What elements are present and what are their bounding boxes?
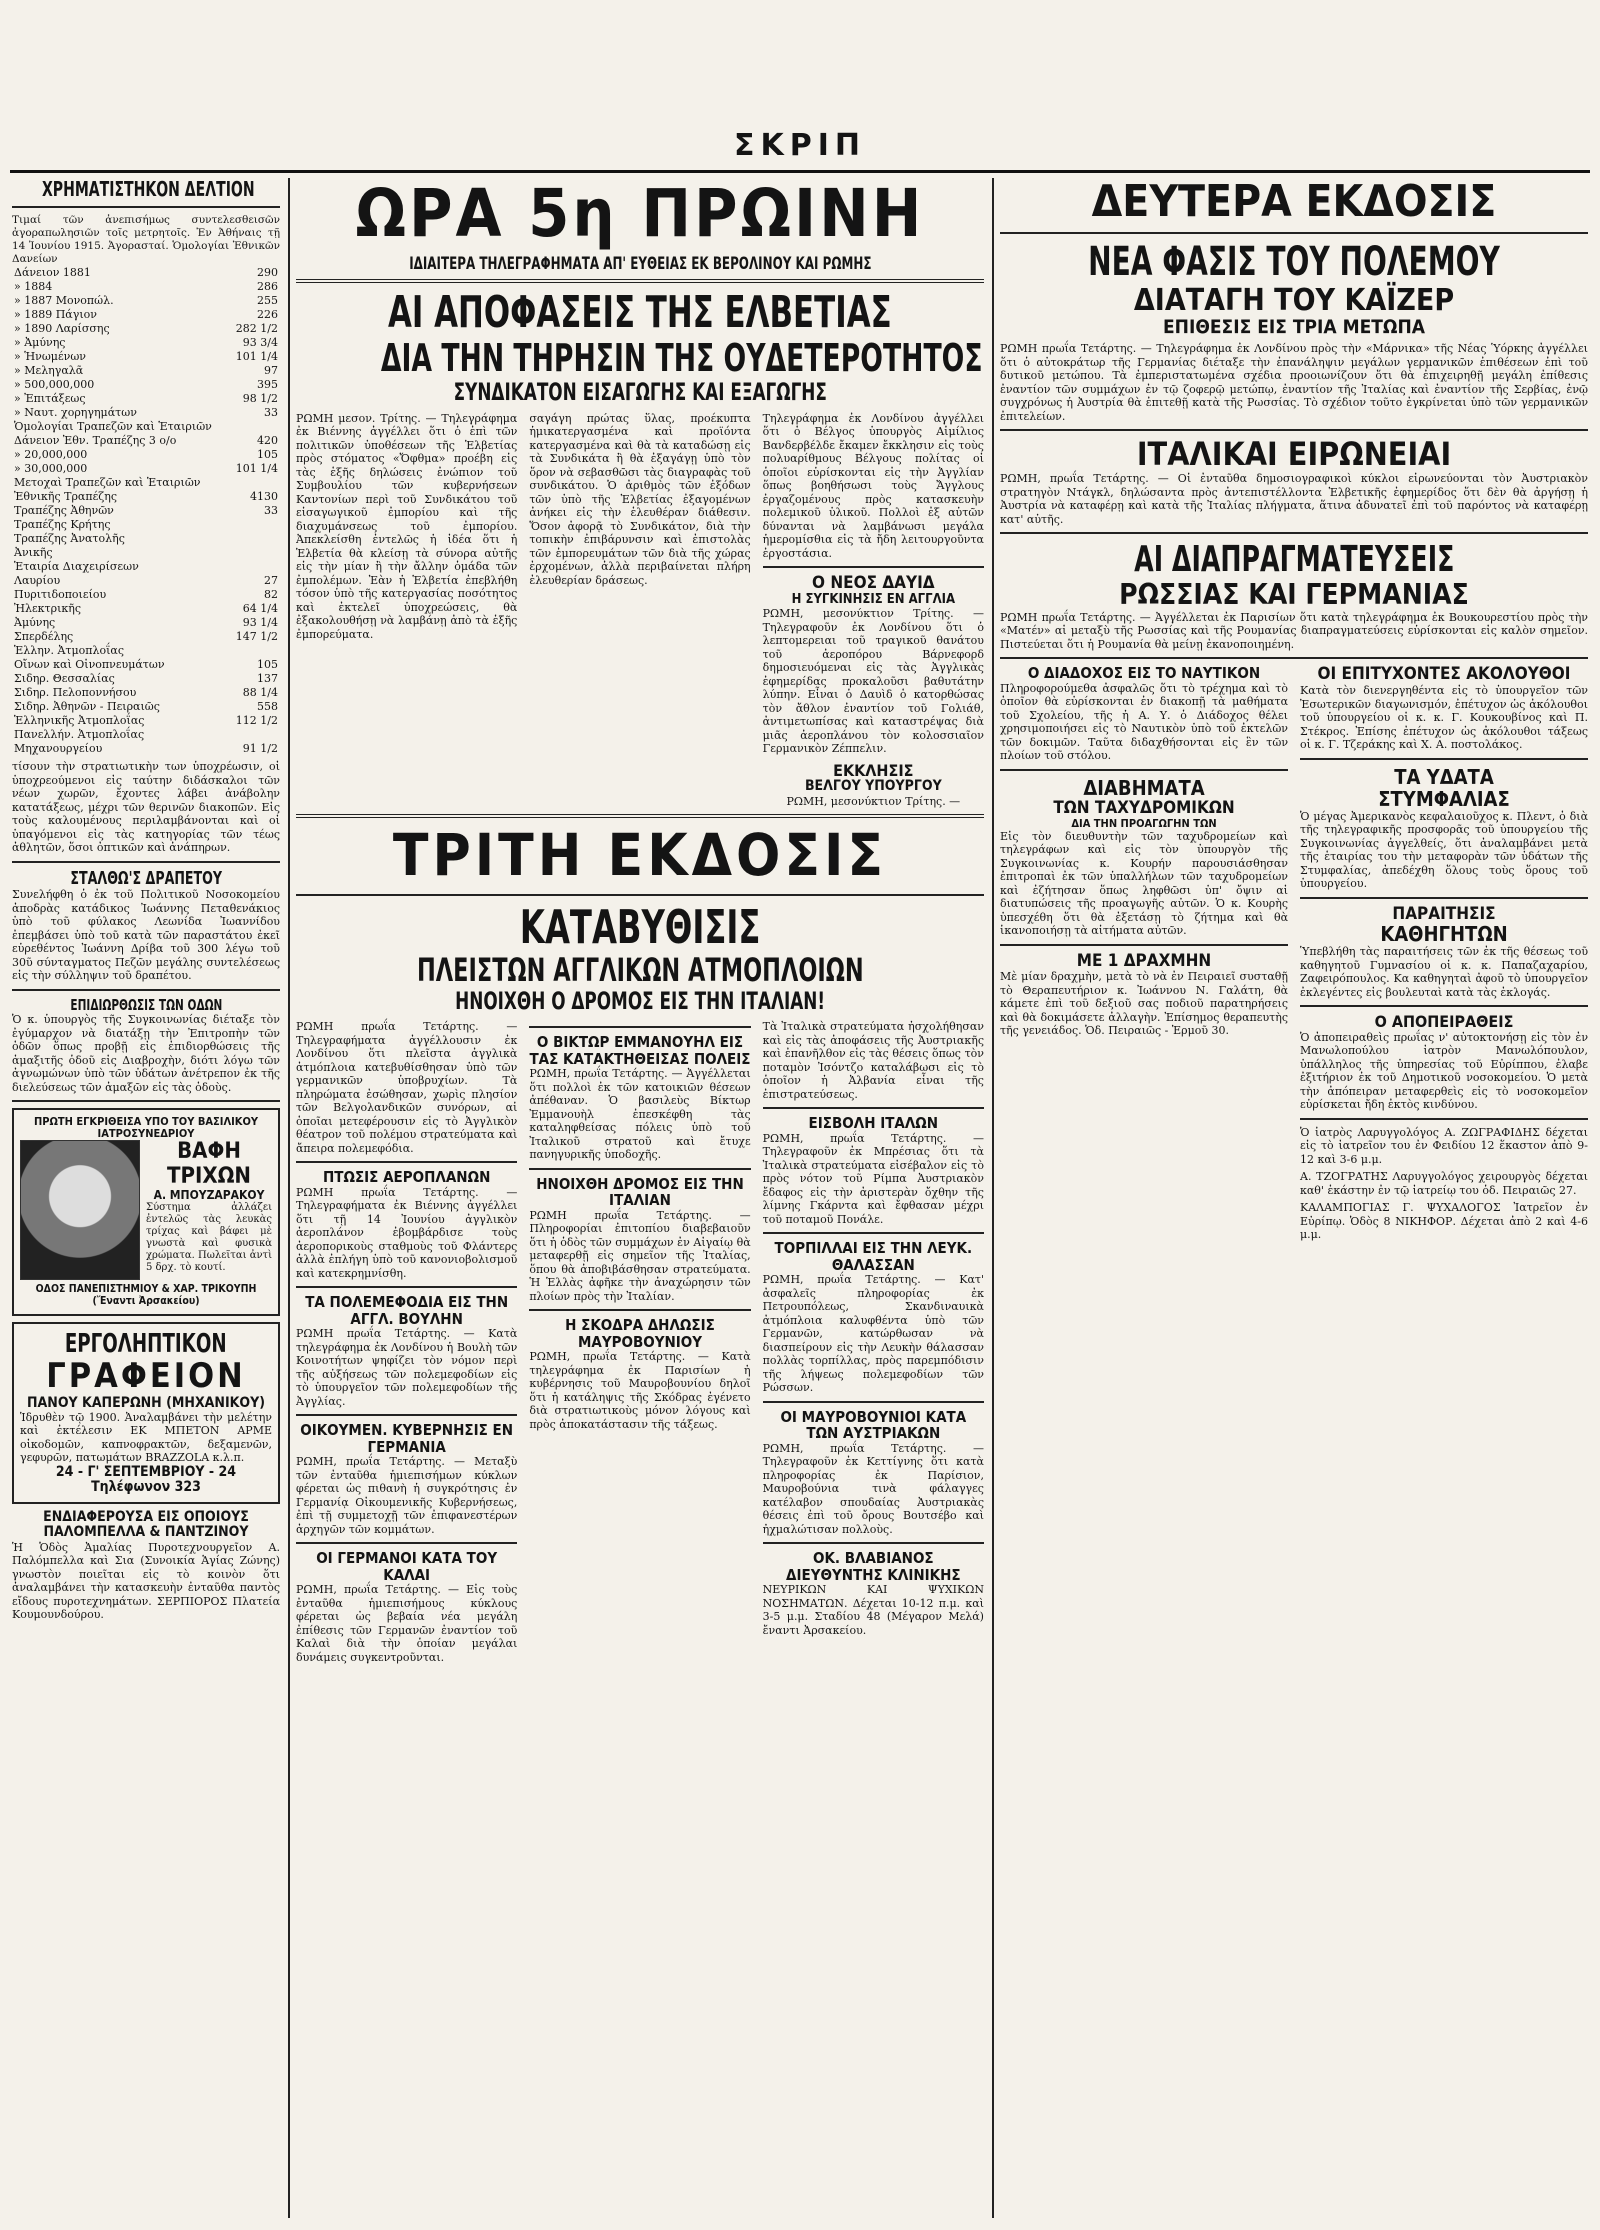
hair-dye-ad-text: Σύστημα ἀλλάζει ἐντελῶς τὰς λευκὰς τρίχας καὶ βάφει μὲ γνωστὰ καὶ φυσικὰ χρώματα. Πωλεῖται ἀντὶ 5 δρχ. τὸ κουτί. xyxy=(146,1202,272,1274)
divider xyxy=(1000,429,1588,431)
ledger-label: Λαυρίου xyxy=(14,574,61,587)
ledger-label: Σιδηρ. Θεσσαλίας xyxy=(14,672,115,685)
ledger-label: » 1890 Λαρίσσης xyxy=(14,322,110,335)
ledger-label: Μηχανουργείου xyxy=(14,742,103,755)
ledger-row xyxy=(12,518,280,532)
ledger-value: 420 xyxy=(257,434,278,447)
article-text: ΡΩΜΗ, πρωΐα Τετάρτης. — Τηλεγραφοῦν ἐκ Μπρέσιας ὅτι τὰ Ἰταλικὰ στρατεύματα εἰσέβαλον εἰς τὸ πρὸς νότον τοῦ Ρίμπα Ἀυστριακὸν ἔδαφος εἰς τὴν ἀριστερὰν ὄχθην τῆς λίμνης Γκάρντα καὶ ἔφθασαν μέχρι τοῦ ποταμοῦ Πονάλε. xyxy=(762,1131,984,1226)
appeal-text: ΡΩΜΗ, μεσονύκτιον Τρίτης. — xyxy=(786,794,961,808)
divider xyxy=(763,1401,984,1403)
water-text: Ὁ μέγας Ἀμερικανὸς κεφαλαιοῦχος κ. Πλεντ, ὁ διὰ τῆς τηλεγραφικῆς προσφορᾶς τοῦ ὑπουργείου τῆς Συγκοινωνίας ἀγγελθείς, ὅτι ἀναλαμβάνει μετὰ τῆς ἑταιρίας του τὴν μεταφορὰν τῶν ὑδάτων τῆς Στυμφαλίας, ἀπεδέχθη ὅλους τοὺς ὅρους τοῦ ὑπουργείου. xyxy=(1300,809,1588,891)
ledger-row xyxy=(12,504,280,518)
article-text: ΡΩΜΗ πρωΐα Τετάρτης. — Κατὰ τηλεγράφημα ἐκ Λονδίνου ἡ Βουλὴ τῶν Κοινοτήτων ψηφίζει τὸν νόμον περὶ τῆς αὐξήσεως τῶν πολεμεφοδίων εἰς τὸ ὑπουργεῖον τῶν πολεμεφοδίων τῆς Ἀγγλίας. xyxy=(296,1327,518,1408)
ledger-value xyxy=(230,560,280,574)
left-column xyxy=(12,178,280,2218)
attempt-text: Ὁ ἀποπειραθεὶς πρωΐας ν' αὐτοκτονήσῃ εἰς τὸν ἐν Μανωλοπούλου ἰατρὸν Μανωλόπουλον, ὑπάλληλος τῆς ὑπηρεσίας τοῦ Εὐρίππου, ἐλαβε ἐξιτήριον ἐκ τοῦ Δημοτικοῦ νοσοκομείου. Ὁ μετὰ τὴν ἀπόπειραν μεταφερθεὶς εἰς τὸ νοσοκομεῖον εὑρίσκεται ἤδη ἐκτὸς κινδύνου. xyxy=(1300,1030,1588,1112)
ledger-label: Πυριτιδοποιείου xyxy=(14,588,107,601)
doctor-ad: Α. ΤΖΟΓΡΑΤΗΣ Λαρυγγολόγος χειρουργὸς δέχεται καθ' ἑκάστην ἐν τῷ ἰατρείῳ του ὁδ. Πειραιῶς 27. xyxy=(1300,1170,1588,1197)
ledger-row xyxy=(12,728,280,742)
ledger-row xyxy=(12,406,280,420)
divider xyxy=(12,1100,280,1102)
divider xyxy=(296,814,984,818)
ledger-value: 4130 xyxy=(250,490,278,503)
ledger-label: » Ἡνωμένων xyxy=(14,350,86,363)
ledger-value: 290 xyxy=(257,266,278,279)
ledger-label: » Ἐπιτάξεως xyxy=(14,392,86,405)
masthead-title: ΣΚΡΙΠ xyxy=(734,128,866,163)
ledger-value xyxy=(230,728,280,742)
postal-kicker: ΔΙΑ ΤΗΝ ΠΡΟΑΓΩΓΗΝ ΤΩΝ xyxy=(1071,816,1217,830)
article-headline: ΗΝΟΙΧΘΗ ΔΡΟΜΟΣ ΕΙΣ ΤΗΝ ΙΤΑΛΙΑΝ xyxy=(536,1174,744,1210)
divider xyxy=(1000,532,1588,534)
portrait-illustration xyxy=(20,1140,140,1280)
ledger-row xyxy=(12,686,280,700)
ledger-value: 91 1/2 xyxy=(242,742,278,755)
ledger-label: Ἑταιρία Διαχειρίσεων xyxy=(14,560,139,573)
third-edition-banner: ΤΡΙΤΗ ΕΚΔΟΣΙΣ xyxy=(392,821,888,890)
divider xyxy=(1300,1118,1588,1120)
contractor-ad-text: Ἱδρυθὲν τῷ 1900. Ἀναλαμβάνει τὴν μελέτην καὶ ἐκτέλεσιν ΕΚ ΜΠΕΤΟΝ ΑΡΜΕ οἰκοδομῶν, καπνοφρακτῶν, δεξαμενῶν, γεφυρῶν, πατωμάτων BRAZZOLA κ.λ.π. xyxy=(20,1410,272,1465)
right-column xyxy=(1000,178,1588,2218)
ledger-value: 93 1/4 xyxy=(242,616,278,629)
ledger-row xyxy=(12,462,280,476)
center-column xyxy=(296,178,984,2218)
resignation-text: Ὑπεβλήθη τὰς παραιτήσεις τῶν ἐκ τῆς θέσεως τοῦ καθηγητοῦ Γυμνασίου οἱ κ. κ. Παπαζαχαρίου, Ζαφειρόπουλος. Κα καθηγηταὶ ἀφοῦ τὸ ὑπουργεῖον ἐκλεγέντες εἰς βουλευταὶ κατὰ τὰς ἐκλογάς. xyxy=(1300,945,1588,999)
ledger-value xyxy=(230,546,280,560)
ledger-row xyxy=(12,308,280,322)
divider xyxy=(763,1107,984,1109)
doctor-ad: ΚΑΛΑΜΠΟΓΙΑΣ Γ. ΨΥΧΑΛΟΓΟΣ Ἰατρεῖον ἐν Εὐρίπῳ. Ὁδὸς 8 ΝΙΚΗΦΟΡ. Δέχεται ἀπὸ 2 καὶ 4-6 μ.μ. xyxy=(1300,1201,1588,1242)
ledger-row xyxy=(12,742,280,756)
article-headline: ΠΤΩΣΙΣ ΑΕΡΟΠΛΑΝΩΝ xyxy=(322,1168,491,1187)
ledger-table xyxy=(12,266,280,756)
divider xyxy=(1000,944,1288,946)
contractor-ad-title: ΓΡΑΦΕΙΟΝ xyxy=(46,1356,246,1397)
ledger-value: 558 xyxy=(257,700,278,713)
divider xyxy=(1000,769,1288,771)
italian-ironies-text: ΡΩΜΗ, πρωΐα Τετάρτης. — Οἱ ἐνταῦθα δημοσιογραφικοὶ κύκλοι εἰρωνεύονται τὸν Ἀυστριακὸν στρατηγὸν Ντάγκλ, δηλώσαντα πρὸς ἀντεπιστέλλοντα Ἑλβετικῆς ἐφημερίδος ὅτι δὲν θὰ ἀργήσῃ ἡ Ἀυστρία νὰ καταφέρῃ καὶ κατὰ τῆς Ἰταλίας πλήγματα, ἅτινα ἀδυνατεῖ ἐπὶ τοῦ παρόντος νὰ καταφέρῃ κατ' αὐτῆς. xyxy=(1000,472,1588,526)
ledger-row xyxy=(12,294,280,308)
italy-route-subhead: ΗΝΟΙΧΘΗ Ο ΔΡΟΜΟΣ ΕΙΣ ΤΗΝ ΙΤΑΛΙΑΝ! xyxy=(455,986,825,1015)
swiss-text-col1: ΡΩΜΗ μεσον. Τρίτης. — Τηλεγράφημα ἐκ Βιέννης ἀγγέλλει ὅτι ὁ ἐπὶ τῶν πολιτικῶν ὑποθέσεων τῆς Ἑλβετίας πρὸς στόματος «Ὄφθμα» προέβη εἰς τὰς ἑξῆς δηλώσεις ἐνώπιον τοῦ Συμβουλίου τῶν κυβερνήσεων Καντονίων περὶ τοῦ Συνδικάτου τοῦ εἰσαγωγικοῦ ἐμπορίου καὶ τῆς διαχυμάνσεως τοῦ ἐμπορίου. Ἀπεκλείσθη ἐντελῶς ἡ ἰδέα ὅτι ἡ Ἑλβετία θὰ κλείσῃ τὰ σύνορα αὐτῆς εἰς τὴν μίαν ἢ τὴν ἄλλην ὁμάδα τῶν ἐμπολέμων. Ἐὰν ἡ Ἑλβετία ἐπεβλήθη τόσον ὑπὸ τῆς κατεργασίας ποσότητος καὶ ἐκτελεῖ ὑποχρεώσεις, θὰ ἐξακολουθήσῃ νὰ λαμβάνῃ ἀπὸ τὰ ἑξῆς ἐμπορεύματα. xyxy=(296,411,518,641)
article-text: ΡΩΜΗ πρωΐα Τετάρτης. — Πληροφορίαι ἐπιτοπίου διαβεβαιοῦν ὅτι ἡ ὁδὸς τῶν συμμάχων ἐν Αἰγαίῳ θὰ μεταφερθῇ εἰς σημεῖον τῆς Ἰταλίας, ὅπου θὰ ἀποβιβάσθησαν στρατεύματα. Ἡ Ἑλλὰς ἀφῆκε τὴν ἀναχώρησιν τῶν πλοίων πρὸς τὴν Ἰταλίαν. xyxy=(529,1208,751,1303)
ledger-title: ΧΡΗΜΑΤΙΣΤΗΚΟΝ ΔΕΛΤΙΟΝ xyxy=(41,178,255,201)
ledger-row xyxy=(12,658,280,672)
ledger-row xyxy=(12,392,280,406)
divider xyxy=(529,1168,750,1170)
ledger-value: 105 xyxy=(257,448,278,461)
ledger-row xyxy=(12,560,280,574)
second-edition-banner: ΔΕΥΤΕΡΑ ΕΚΔΟΣΙΣ xyxy=(1091,178,1497,227)
water-headline: ΤΑ ΥΔΑΤΑ xyxy=(1394,764,1494,789)
ledger-label: Ἐθνικῆς Τραπέζης xyxy=(14,490,118,503)
hair-dye-ad xyxy=(12,1108,280,1315)
article-text: ΡΩΜΗ, πρωΐα Τετάρτης. — Τηλεγραφοῦν ἐκ Κεττίγνης ὅτι κατὰ πληροφορίας ἐκ Παρίσιον, Μαυροβούνια τινὰ φάλαγγες κατέλαβον σπουδαίας Ἀυστριακὰς θέσεις ἐπὶ τοῦ ὄρους Βουτσέβο καὶ ἠχμαλώτισαν πολλοὺς. xyxy=(762,1441,984,1536)
ledger-value: 64 1/4 xyxy=(242,602,278,615)
contractor-ad-phone: Τηλέφωνον 323 xyxy=(91,1479,201,1496)
roads-text: Ὁ κ. ὑπουργὸς τῆς Συγκοινωνίας διέταξε τὸν ἐγύμαρχον νὰ διατάξῃ τὴν Ἐπιτροπὴν τῶν ὁδῶν ὅπως προβῇ εἰς ἐπιδιορθώσεις τῆς ἁμαξιτῆς ὁδοῦ εἰς Διαβροχὴν, διότι λόγω τῶν ἀγνωμώνων ὑπὸ τῶν ὑδάτων ἀνέτρεπον ἐκ τῆς διελεύσεως τῶν ἀμαξῶν εἰς τὰς ὁδοὺς. xyxy=(12,1013,280,1094)
postal-text: Εἰς τὸν διευθυντὴν τῶν ταχυδρομείων καὶ τηλεγράφων καὶ εἰς τὸν ὑπουργὸν τῆς Συγκοινωνίας κ. Κουρήν παρουσιάσθησαν ἐπιτροπαὶ ἐκ τῶν ὑπαλλήλων τῶν ταχυδρομείων καὶ ἐζήτησαν ὅπως ληφθῶσι ὑπ' ὄψιν αἱ διατυπώσεις τῆς προαγωγῆς αὐτῶν. Ὁ κ. Κουρὴς ὑπεσχέθη ὅτι θὰ ἐξετάσῃ τὸ ζήτημα καὶ θὰ ἱκανοποιήσῃ τὰ αἰτήματα αὐτῶν. xyxy=(1000,829,1288,938)
hair-dye-ad-author: Α. ΜΠΟΥΖΑΡΑΚΟΥ xyxy=(153,1187,265,1202)
hair-dye-ad-title: ΒΑΦΗ ΤΡΙΧΩΝ xyxy=(166,1139,251,1189)
article-text: ΡΩΜΗ πρωΐα Τετάρτης. — Τηλεγραφήματα ἐκ Βιέννης ἀγγέλλει ὅτι τῇ 14 Ἰουνίου ἀγγλικὸν ἀεροπλάνον ἐβομβάρδισε τοὺς ἀεροπορικοὺς σταθμοὺς τοῦ Φλάντερς ἀλλὰ ἐπλήγη ὑπὸ τοῦ κανονιοβολισμοῦ καὶ κατεκρημνίσθη. xyxy=(296,1185,518,1280)
ledger-label: Ἑλλην. Ἀτμοπλοΐας xyxy=(14,644,124,657)
ledger-label: Δάνειον 1881 xyxy=(14,266,91,279)
third-edition-columns xyxy=(296,1020,984,1664)
ledger-label: Σπερδέλης xyxy=(14,630,74,643)
ledger-row xyxy=(12,336,280,350)
divider xyxy=(12,861,280,863)
divider xyxy=(296,279,984,283)
ledger-value: 27 xyxy=(264,574,278,587)
ledger-row xyxy=(12,588,280,602)
ledger-label: » 1889 Πάγιον xyxy=(14,308,97,321)
ledger-label: » 1887 Μονοπώλ. xyxy=(14,294,114,307)
ledger-value: 98 1/2 xyxy=(242,392,278,405)
ledger-row xyxy=(12,630,280,644)
negotiations-subhead: ΡΩΣΣΙΑΣ ΚΑΙ ΓΕΡΜΑΝΙΑΣ xyxy=(1119,578,1469,612)
divider xyxy=(1000,232,1588,234)
italian-ironies-headline: ΙΤΑΛΙΚΑΙ ΕΙΡΩΝΕΙΑΙ xyxy=(1136,435,1452,474)
ledger-label: Οἴνων καὶ Οἰνοπνευμάτων xyxy=(14,658,165,671)
ledger-value: 147 1/2 xyxy=(235,630,278,643)
divider xyxy=(1000,657,1588,659)
ledger-row xyxy=(12,350,280,364)
ledger-value: 282 1/2 xyxy=(235,322,278,335)
masthead-rule xyxy=(10,170,1590,173)
swiss-text-col2: σαγάγη πρώτας ὕλας, προέκυπτα ἡμικατεργασμένα καὶ προϊόντα κατεργασμένα καὶ θὰ τὰ καταδώσῃ εἰς τὰ Συνδικάτα ἢ θὰ ἐξαγάγῃ ὑπὸ τὸν ὅρον νὰ σεβασθῶσι τὰς διαγραφὰς τοῦ συνδικάτου. Ὁ ἀριθμὸς τῶν ἐξόδων τῶν ὑπὸ τῆς Ἑλβετίας ἐξαγομένων ἀνήκει εἰς τὴν ἑλευθέραν διάθεσιν. Ὅσον ἀφορᾷ τὸ Συνδικάτον, διὰ τὴν τοπικὴν ἐπιβάρυνσιν καὶ ἐπιστολὰς τῶν ἐμπορευμάτων τῶν διὰ τῆς χώρας ἐρχομένων, ἀλλὰ περιβαίνεται πλήρη ἐλευθερίαν δράσεως. xyxy=(529,411,751,587)
ledger-row xyxy=(12,280,280,294)
divider xyxy=(763,1542,984,1544)
fireworks-ad-title: ΕΝΔΙΑΦΕΡΟΥΣΑ ΕΙΣ ΟΠΟΙΟΥΣ ΠΑΛΟΜΠΕΛΛΑ & ΠΑΝΤΖΙΝΟΥ xyxy=(43,1508,249,1541)
new-david-text: ΡΩΜΗ, μεσονύκτιον Τρίτης. — Τηλεγραφοῦν ἐκ Λονδίνου ὅτι ὁ λεπτομερειαι τοῦ τραγικοῦ θανάτου τοῦ ἀεροπόρου Βάρνεφορδ δημοσιευόμεναι εἰς τὰς Ἀγγλικὰς ἐφημερίδας προκαλοῦσι βαθυτάτην λύπην. Εἶναι ὁ Δαυὶδ ὁ κατορθώσας τὸν ἄθλον ἐναντίον τοῦ Γολιάθ, ἀντιμετωπίσας καὶ καταστρέψας διὰ μιᾶς ἀεροπλάνου τὸν κολοσσιαῖον Γερμανικὸν Ζέππελιν. xyxy=(762,607,984,756)
sinking-text: ΡΩΜΗ πρωΐα Τετάρτης. — Τηλεγραφήματα ἀγγέλλουσιν ἐκ Λονδίνου ὅτι πλεῖστα ἀγγλικὰ ἀτμόπλοια κατεβυθίσθησαν ὑπὸ τῶν γερμανικῶν ὑποβρυχίων. Τὰ πληρώματα ἐσώθησαν, χωρὶς πλησίον τῶν Βελγολανδικῶν συνόρων, αἱ ὁποῖαι μετεφέρουσιν εἰς τὸ Ἀγγλικὸν θέατρον τοῦ πολέμου στρατεύματα καὶ ἄπειρα πολεμεφόδια. xyxy=(296,1020,518,1155)
ledger-row xyxy=(12,420,280,434)
escape-text: Συνελήφθη ὁ ἐκ τοῦ Πολιτικοῦ Νοσοκομείου ἀποδρὰς κατάδικος Ἰωάννης Πεταθενάκιος ὑπὸ τοῦ φύλακος Λεωνίδα Ἰωαννίδου ἐπεμβάσει ὑπὸ τοῦ κατὰ τῶν παραστάτου ἐκεῖ εὑρεθέντος Ἰωάννη Δρίβα τοῦ 300 λέγω τοῦ 30ῦ σύνταγματος Πεζῶν μεγάλης συντελέσεως εἰς τὴν σύλληψιν τοῦ δραπέτου. xyxy=(12,888,280,983)
article-headline: Η ΣΚΟΔΡΑ ΔΗΛΩΣΙΣ ΜΑΥΡΟΒΟΥΝΙΟΥ xyxy=(565,1316,715,1351)
swiss-article xyxy=(296,412,984,808)
ledger-row xyxy=(12,602,280,616)
article-text: ΡΩΜΗ, πρωΐα Τετάρτης. — Μεταξὺ τῶν ἐνταῦθα ἡμιεπισήμων κύκλων φέρεται ὡς πιθανὴ ἡ συγκρότησις ἐν Γερμανίᾳ Οἰκουμενικῆς Κυβερνήσεως, ἐπὶ τῇ συμμετοχῇ τῶν ἐπιφανεστέρων ἀρχηγῶν τῶν κομμάτων. xyxy=(296,1455,518,1536)
belgian-text: Τηλεγράφημα ἐκ Λονδίνου ἀγγέλλει ὅτι ὁ Βέλγος ὑπουργὸς Αἰμίλιος Βανδερβέλδε ἔκαμεν ἔκκλησιν εἰς τοὺς πολυαρίθμους Βέλγους πολίτας οἱ ὁποῖοι εὑρίσκονται εἰς τὴν Ἀγγλίαν ὅπως βοηθήσωσι τοὺς Ἄγγλους ἐργαζομένους πρὸς κατασκευὴν πολεμικοῦ ὑλικοῦ. Πολλοὶ ἐξ αὐτῶν δύνανται νὰ λαμβάνωσι μεγάλα ἡμερομίσθια εἰς τὰ ἤδη λειτουργοῦντα ἐργοστάσια. xyxy=(762,411,984,560)
fireworks-ad-text: Ἡ Ὁδὸς Ἀμαλίας Πυροτεχνουργεῖον Α. Παλόμπελλα καὶ Σια (Συνοικία Ἁγίας Ζώνης) γνωστὸν ποιεῖται εἰς τὸ κοινὸν ὅτι ἀναλαμβάνει τὴν κατασκευὴν ἐνταῦθα παντὸς εἴδους πυροτεχνημάτων. ΣΕΡΠΙΟΡΟΣ Πλατεία Κουμουνδούρου. xyxy=(12,1540,280,1622)
three-fronts-text: ΡΩΜΗ πρωΐα Τετάρτης. — Τηλεγράφημα ἐκ Λονδίνου πρὸς τὴν «Μάρνικα» τῆς Νέας Ὑόρκης ἀγγέλλει ὅτι ὁ αὐτοκράτωρ τῆς Γερμανίας διέταξε τὴν ἐπανάληψιν μεγάλων γερμανικῶν ἐπιθέσεων ἐπὶ τοῦ δυτικοῦ μετώπου. Τὰ ἐμπεριστατωμένα σχέδια προοιωνίζουν ὅτι θὰ ἐπιχειρηθῇ μεγάλη ἐπίθεσις ἐναντίον τῶν συμμάχων ἐν τῷ ζοφερῷ μετώπῳ, ἐναντίον τῆς Ἰταλίας καὶ ἐναντίον τῆς Σερβίας, ἐνῷ συγχρόνως ἡ Ἀυστρία θὰ ἐπιτεθῇ κατὰ τῆς Ρωσσίας. Τὸ σχέδιον τοῦτο ἐγκρίνεται ὑπὸ τῶν γερμανικῶν ἐπιτελείων. xyxy=(1000,342,1588,423)
article-text: ΡΩΜΗ, πρωΐα Τετάρτης. — Κατὰ τηλεγράφημα ἐκ Παρισίων ἡ κυβέρνησις τοῦ Μαυροβουνίου δηλοῖ ὅτι ἡ κατάληψις τῆς Σκόδρας ἐγένετο διὰ στρατιωτικοὺς μόνον λόγους καὶ πρὸς ἀποκατάστασιν τῆς τάξεως. xyxy=(529,1350,751,1431)
ledger-label: Σιδηρ. Ἀθηνῶν - Πειραιῶς xyxy=(14,700,160,713)
attaches-headline: ΟΙ ΕΠΙΤΥΧΟΝΤΕΣ ΑΚΟΛΟΥΘΟΙ xyxy=(1317,664,1571,685)
ledger-row xyxy=(12,714,280,728)
escape-headline: ΣΤΑΛΘΩ'Σ ΔΡΑΠΕΤΟΥ xyxy=(70,867,222,889)
article-headline: ΟΚ. ΒΛΑΒΙΑΝΟΣ ΔΙΕΥΘΥΝΤΗΣ ΚΛΙΝΙΚΗΣ xyxy=(786,1549,961,1584)
ledger-value: 33 xyxy=(264,504,278,517)
drachma-headline: ΜΕ 1 ΔΡΑΧΜΗΝ xyxy=(1076,950,1212,971)
divider xyxy=(12,989,280,991)
divider xyxy=(12,206,280,208)
successor-text: Πληροφορούμεθα ἀσφαλῶς ὅτι τὸ τρέχημα καὶ τὸ ὁποῖον θὰ εὑρίσκονται ἐν διακοπῇ τὰ μαθήματα τοῦ Σχολείου, τῆς ἡ Α. Υ. ὁ Διάδοχος θέλει χρησιμοποιήσει εἰς τὸ Ναυτικὸν ὑπὸ τοῦ ἐκτελῶν τῶν δοκιμῶν. Ταῦτα διδαχθήσονται εἰς ἓν τῶν πλοίων τοῦ στόλου. xyxy=(1000,681,1288,763)
ledger-value: 97 xyxy=(264,364,278,377)
divider xyxy=(763,1232,984,1234)
article-text: ΡΩΜΗ, πρωΐα Τετάρτης. — Ἀγγέλλεται ὅτι πολλοὶ ἐκ τῶν κατοικιῶν θέσεων ἀπέθαναν. Ὁ βασιλεὺς Βίκτωρ Ἐμμανουὴλ ἐπεσκέφθη τὰς καταληφθείσας πόλεις ὑπὸ τοῦ Ἰταλικοῦ στρατοῦ καὶ ἔτυχε πανηγυρικῆς ὑποδοχῆς. xyxy=(529,1067,751,1162)
sinking-subhead: ΠΛΕΙΣΤΩΝ ΑΓΓΛΙΚΩΝ ΑΤΜΟΠΛΟΙΩΝ xyxy=(416,950,864,989)
ledger-value: 112 1/2 xyxy=(235,714,278,727)
ledger-label: » 500,000,000 xyxy=(14,378,95,391)
ledger-label: » 30,000,000 xyxy=(14,462,88,475)
new-david-headline: Ο ΝΕΟΣ ΔΑΥΙΔ xyxy=(812,573,935,594)
third-edition-col3 xyxy=(763,1020,984,1664)
banner-5am-subtitle: ΙΔΙΑΙΤΕΡΑ ΤΗΛΕΓΡΑΦΗΜΑΤΑ ΑΠ' ΕΥΘΕΙΑΣ ΕΚ ΒΕΡΟΛΙΝΟΥ ΚΑΙ ΡΩΜΗΣ xyxy=(408,253,872,274)
three-fronts-headline: ΕΠΙΘΕΣΙΣ ΕΙΣ ΤΡΙΑ ΜΕΤΩΠΑ xyxy=(1162,316,1425,339)
ledger-row xyxy=(12,476,280,490)
ledger-row xyxy=(12,532,280,546)
ledger-intro: Τιμαί τῶν ἀνεπισήμως συντελεσθεισῶν ἀγοραπωλησιῶν τοῖς μετρητοῖς. Ἐν Ἀθήναις τῇ 14 Ἰουνίου 1915. Ἀγορασταί. Ὁμολογίαι Ἐθνικῶν Δανείων xyxy=(12,214,280,265)
ledger-label: » 1884 xyxy=(14,280,53,293)
attempt-headline: Ο ΑΠΟΠΕΙΡΑΘΕΙΣ xyxy=(1374,1012,1514,1032)
ledger-value: 101 1/4 xyxy=(235,462,278,475)
ledger-label: Ἀνικῆς xyxy=(14,546,53,559)
ledger-value: 88 1/4 xyxy=(242,686,278,699)
divider xyxy=(529,1026,750,1028)
ledger-label: » Ἀμύνης xyxy=(14,336,66,349)
ledger-label: Δάνειον Ἐθν. Τραπέζης 3 ο/ο xyxy=(14,434,177,447)
ledger-label: Ὁμολογίαι Τραπεζῶν καὶ Ἑταιριῶν xyxy=(14,420,212,433)
article-headline: ΤΟΡΠΙΛΛΑΙ ΕΙΣ ΤΗΝ ΛΕΥΚ. ΘΑΛΑΣΣΑΝ xyxy=(774,1239,973,1274)
roads-headline: ΕΠΙΔΙΩΡΘΩΣΙΣ ΤΩΝ ΟΔΩΝ xyxy=(70,995,222,1014)
resignation-subhead: ΚΑΘΗΓΗΤΩΝ xyxy=(1380,922,1508,947)
ledger-row xyxy=(12,700,280,714)
ledger-tail: τίσουν τὴν στρατιωτικὴν των ὑποχρέωσιν, οἱ ὑποχρεούμενοι εἰς ταύτην διδάσκαλοι τῶν νέων χωρῶν, ἔχοντες λάβει ἀνάβολην κατατάξεως, μέχρι τῶν θερινῶν διακοπῶν. Εἰς τοὺς καλουμένους περιλαμβάνονται καὶ οἱ ὑπαγόμενοι εἰς τὰς κατηγορίας τῶν τέως ἀθλητῶν, ὅσοι ὀπτικῶν καὶ ἀνάπηρων. xyxy=(12,760,280,854)
ledger-label: Τραπέζης Ἀνατολῆς xyxy=(14,532,125,545)
kaiser-headline: ΔΙΑΤΑΓΗ ΤΟΥ ΚΑΪΖΕΡ xyxy=(1133,283,1455,319)
doctor-ads xyxy=(1300,1126,1588,1242)
ledger-row xyxy=(12,322,280,336)
contractor-ad-date: 24 - Γ' ΣΕΠΤΕΜΒΡΙΟΥ - 24 xyxy=(55,1463,237,1480)
ledger-value: 93 3/4 xyxy=(242,336,278,349)
article-headline: ΟΙ ΜΑΥΡΟΒΟΥΝΙΟΙ ΚΑΤΑ ΤΩΝ ΑΥΣΤΡΙΑΚΩΝ xyxy=(780,1407,967,1443)
ledger-row xyxy=(12,616,280,630)
ledger-value: 226 xyxy=(257,308,278,321)
third-edition-col1 xyxy=(296,1020,517,1664)
swiss-headline-1: ΑΙ ΑΠΟΦΑΣΕΙΣ ΤΗΣ ΕΛΒΕΤΙΑΣ xyxy=(388,287,892,339)
divider xyxy=(296,1542,517,1544)
ledger-row xyxy=(12,672,280,686)
ledger-row xyxy=(12,546,280,560)
sinking-headline: ΚΑΤΑΒΥΘΙΣΙΣ xyxy=(519,900,761,955)
attaches-text: Κατὰ τὸν διενεργηθέντα εἰς τὸ ὑπουργεῖον τῶν Ἐσωτερικῶν διαγωνισμόν, ἐπέτυχον ὡς ἀκόλουθοι τοῦ ὑπουργείου οἱ κ. κ. Γ. Κουκουβίνος καὶ Π. Στέκρος. Ἐπίσης ἐπέτυχον ὡς ἀκόλουθοι τάξεως οἱ κ. Γ. Τζεράκης καὶ Χ. Α. ποστολάκος. xyxy=(1300,684,1588,752)
contractor-ad-kicker: ΕΡΓΟΛΗΠΤΙΚΟΝ xyxy=(65,1328,227,1359)
swiss-headline-3: ΣΥΝΔΙΚΑΤΟΝ ΕΙΣΑΓΩΓΗΣ ΚΑΙ ΕΞΑΓΩΓΗΣ xyxy=(453,378,827,407)
divider xyxy=(296,1161,517,1163)
ledger-row xyxy=(12,574,280,588)
postal-headline: ΔΙΑΒΗΜΑΤΑ xyxy=(1083,775,1205,800)
hair-dye-ad-address: ΟΔΟΣ ΠΑΝΕΠΙΣΤΗΜΙΟΥ & ΧΑΡ. ΤΡΙΚΟΥΠΗ (Ἔναντι Ἀρσακείου) xyxy=(35,1283,257,1308)
ledger-label: Ἠλεκτρικῆς xyxy=(14,602,82,615)
doctor-ad: Ὁ ἰατρὸς Λαρυγγολόγος Α. ΖΩΓΡΑΦΙΔΗΣ δέχεται εἰς τὸ ἰατρεῖον του ἐν Φειδίου 12 ἕκαστον ἀπὸ 9-12 καὶ 3-6 μ.μ. xyxy=(1300,1125,1588,1166)
ledger-label: » Μεληγαλᾶ xyxy=(14,364,84,377)
article-headline: ΕΙΣΒΟΛΗ ΙΤΑΛΩΝ xyxy=(808,1114,939,1133)
appeal-headline: ΕΚΚΛΗΣΙΣ xyxy=(833,760,914,780)
banner-5am: ΩΡΑ 5η ΠΡΩΙΝΗ xyxy=(355,178,925,252)
contractor-ad xyxy=(12,1322,280,1504)
ledger-label: Μετοχαὶ Τραπεζῶν καὶ Ἑταιριῶν xyxy=(14,476,201,489)
new-david-sub: Η ΣΥΓΚΙΝΗΣΙΣ ΕΝ ΑΓΓΛΙΑ xyxy=(791,592,956,608)
article-text: ΡΩΜΗ, πρωΐα Τετάρτης. — Εἰς τοὺς ἐνταῦθα ἡμιεπισήμους κύκλους φέρεται ὡς βεβαία νέα μεγάλη ἐπίθεσις τῶν Γερμανῶν ἐναντίον τοῦ Καλαὶ διὰ τὴν ὁποίαν μεγάλαι δυνάμεις συγκεντροῦνται. xyxy=(296,1583,518,1664)
resignation-headline: ΠΑΡΑΙΤΗΣΙΣ xyxy=(1392,903,1496,924)
hair-dye-ad-top: ΠΡΩΤΗ ΕΓΚΡΙΘΕΙΣΑ ΥΠΟ ΤΟΥ ΒΑΣΙΛΙΚΟΥ ΙΑΤΡΟΣΥΝΕΔΡΙΟΥ xyxy=(33,1115,259,1141)
ledger-label: Ἀμύνης xyxy=(14,616,56,629)
ledger-row xyxy=(12,364,280,378)
right-lower-columns xyxy=(1000,665,1588,1245)
appeal-sub: ΒΕΛΓΟΥ ΥΠΟΥΡΓΟΥ xyxy=(804,778,942,795)
contractor-ad-sub: ΠΑΝΟΥ ΚΑΠΕΡΩΝΗ (ΜΗΧΑΝΙΚΟΥ) xyxy=(27,1394,265,1411)
divider xyxy=(1300,758,1588,760)
successor-headline: Ο ΔΙΑΔΟΧΟΣ ΕΙΣ ΤΟ ΝΑΥΤΙΚΟΝ xyxy=(1027,664,1261,683)
divider xyxy=(296,1286,517,1288)
ledger-value xyxy=(230,420,280,434)
divider xyxy=(1300,897,1588,899)
ledger-row xyxy=(12,378,280,392)
ledger-value xyxy=(230,644,280,658)
postal-subhead: ΤΩΝ ΤΑΧΥΔΡΟΜΙΚΩΝ xyxy=(1053,797,1235,818)
ledger-label: Σιδηρ. Πελοποννήσου xyxy=(14,686,137,699)
ledger-value xyxy=(230,532,280,546)
divider xyxy=(763,566,984,568)
ledger-value: 137 xyxy=(257,672,278,685)
article-text: ΡΩΜΗ, πρωΐα Τετάρτης. — Κατ' ἀσφαλεῖς πληροφορίας ἐκ Πετρουπόλεως, Σκανδιναυικὰ ἀτμόπλοια καλυφθέντα ὑπὸ τῶν Γερμανῶν, κατώρθωσαν νὰ διασπείρουν εἰς τὴν Λευκὴν θάλασσαν πολλὰς τορπίλλας, πρὸς παρεμπόδισιν τῆς λήψεως πολεμεφοδίων τῶν Ρώσσων. xyxy=(762,1273,984,1395)
ledger-label: » Ναυτ. χορηγημάτων xyxy=(14,406,137,419)
ledger-row xyxy=(12,434,280,448)
ledger-label: Τραπέζης Ἀθηνῶν xyxy=(14,504,114,517)
ledger-value: 101 1/4 xyxy=(235,350,278,363)
article-headline: ΤΑ ΠΟΛΕΜΕΦΟΔΙΑ ΕΙΣ ΤΗΝ ΑΓΓΛ. ΒΟΥΛΗΝ xyxy=(305,1293,509,1328)
article-headline: Ο ΒΙΚΤΩΡ ΕΜΜΑΝΟΥΗΛ ΕΙΣ ΤΑΣ ΚΑΤΑΚΤΗΘΕΙΣΑΣ ΠΟΛΕΙΣ xyxy=(529,1033,751,1068)
ledger-value: 286 xyxy=(257,280,278,293)
negotiations-text: ΡΩΜΗ πρωΐα Τετάρτης. — Ἀγγέλλεται ἐκ Παρισίων ὅτι κατὰ τηλεγράφημα ἐκ Βουκουρεστίου πρὸς τὴν «Ματέν» αἱ μεταξὺ τῆς Ρωσσίας καὶ τῆς Ρουμανίας διαπραγματεύσεις εὑρίσκονται εἰς καλὸν σημεῖον. Πιστεύεται ὅτι ἡ Ρουμανία θὰ μείνῃ ἐκανοποιημένη. xyxy=(1000,610,1588,651)
ledger-value: 33 xyxy=(264,406,278,419)
divider xyxy=(296,894,984,896)
article-headline: ΟΙΚΟΥΜΕΝ. ΚΥΒΕΡΝΗΣΙΣ ΕΝ ΓΕΡΜΑΝΙΑ xyxy=(300,1421,514,1456)
ledger-value xyxy=(230,518,280,532)
drachma-text: Μὲ μίαν δραχμὴν, μετὰ τὸ νὰ ἐν Πειραιεῖ συσταθῇ τὸ Θεραπευτήριον κ. Ἰωάννου Ν. Γαλάτη, θὰ κάμετε ἐπὶ τοῦ δεξιοῦ σας ποδιοῦ παρατηρήσεις καὶ θὰ δοκιμάσετε ἀλλαγὴν. Ἐπίσημος θεραπευτὴς τῆς γενειάδος. Ὁδ. Πειραιῶς - Ἑρμοῦ 30. xyxy=(1000,970,1288,1038)
ledger-row xyxy=(12,448,280,462)
ledger-label: » 20,000,000 xyxy=(14,448,88,461)
ledger-value: 82 xyxy=(264,588,278,601)
third-edition-col2 xyxy=(529,1020,750,1664)
ledger-row xyxy=(12,644,280,658)
ledger-value: 105 xyxy=(257,658,278,671)
divider xyxy=(296,1414,517,1416)
ledger-label: Πανελλήν. Ἀτμοπλοΐας xyxy=(14,728,145,741)
ledger-label: Τραπέζης Κρήτης xyxy=(14,518,111,531)
negotiations-headline: ΑΙ ΔΙΑΠΡΑΓΜΑΤΕΥΣΕΙΣ xyxy=(1133,539,1455,581)
ledger-value: 255 xyxy=(257,294,278,307)
war-phase-headline: ΝΕΑ ΦΑΣΙΣ ΤΟΥ ΠΟΛΕΜΟΥ xyxy=(1088,239,1500,286)
swiss-headline-2: ΔΙΑ ΤΗΝ ΤΗΡΗΣΙΝ ΤΗΣ ΟΥΔΕΤΕΡΟΤΗΤΟΣ xyxy=(380,335,983,380)
article-headline: ΟΙ ΓΕΡΜΑΝΟΙ ΚΑΤΑ ΤΟΥ ΚΑΛΑΙ xyxy=(316,1549,498,1584)
ledger-label: Ἑλληνικῆς Ἀτμοπλοΐας xyxy=(14,714,145,727)
column-divider xyxy=(288,178,290,2218)
water-subhead: ΣΤΥΜΦΑΛΙΑΣ xyxy=(1378,786,1510,811)
article-text: ΝΕΥΡΙΚΩΝ ΚΑΙ ΨΥΧΙΚΩΝ ΝΟΣΗΜΑΤΩΝ. Δέχεται 10-12 π.μ. καὶ 3-5 μ.μ. Σταδίου 48 (Μέγαρον Μελά) ἔναντι Ἀρσακείου. xyxy=(762,1583,984,1637)
ledger-value: 395 xyxy=(257,378,278,391)
ledger-value xyxy=(230,476,280,490)
sinking-right-text: Τὰ Ἰταλικὰ στρατεύματα ἠσχολήθησαν καὶ εἰς τὰς ἀποφάσεις τῆς Ἀυστριακῆς καὶ ἐπανῆλθον εἰς τὰς θέσεις ὅπως τὸν ποταμὸν Ἰσόντζο καταλάβωσι εἰς τὸ ὁποῖον ἡ Ἀλβανία εἶναι τῆς ἐπιστρατεύσεως. xyxy=(762,1020,984,1101)
divider xyxy=(529,1309,750,1311)
ledger-row xyxy=(12,490,280,504)
column-divider xyxy=(992,178,994,2218)
divider xyxy=(1300,1005,1588,1007)
ledger-row xyxy=(12,266,280,280)
